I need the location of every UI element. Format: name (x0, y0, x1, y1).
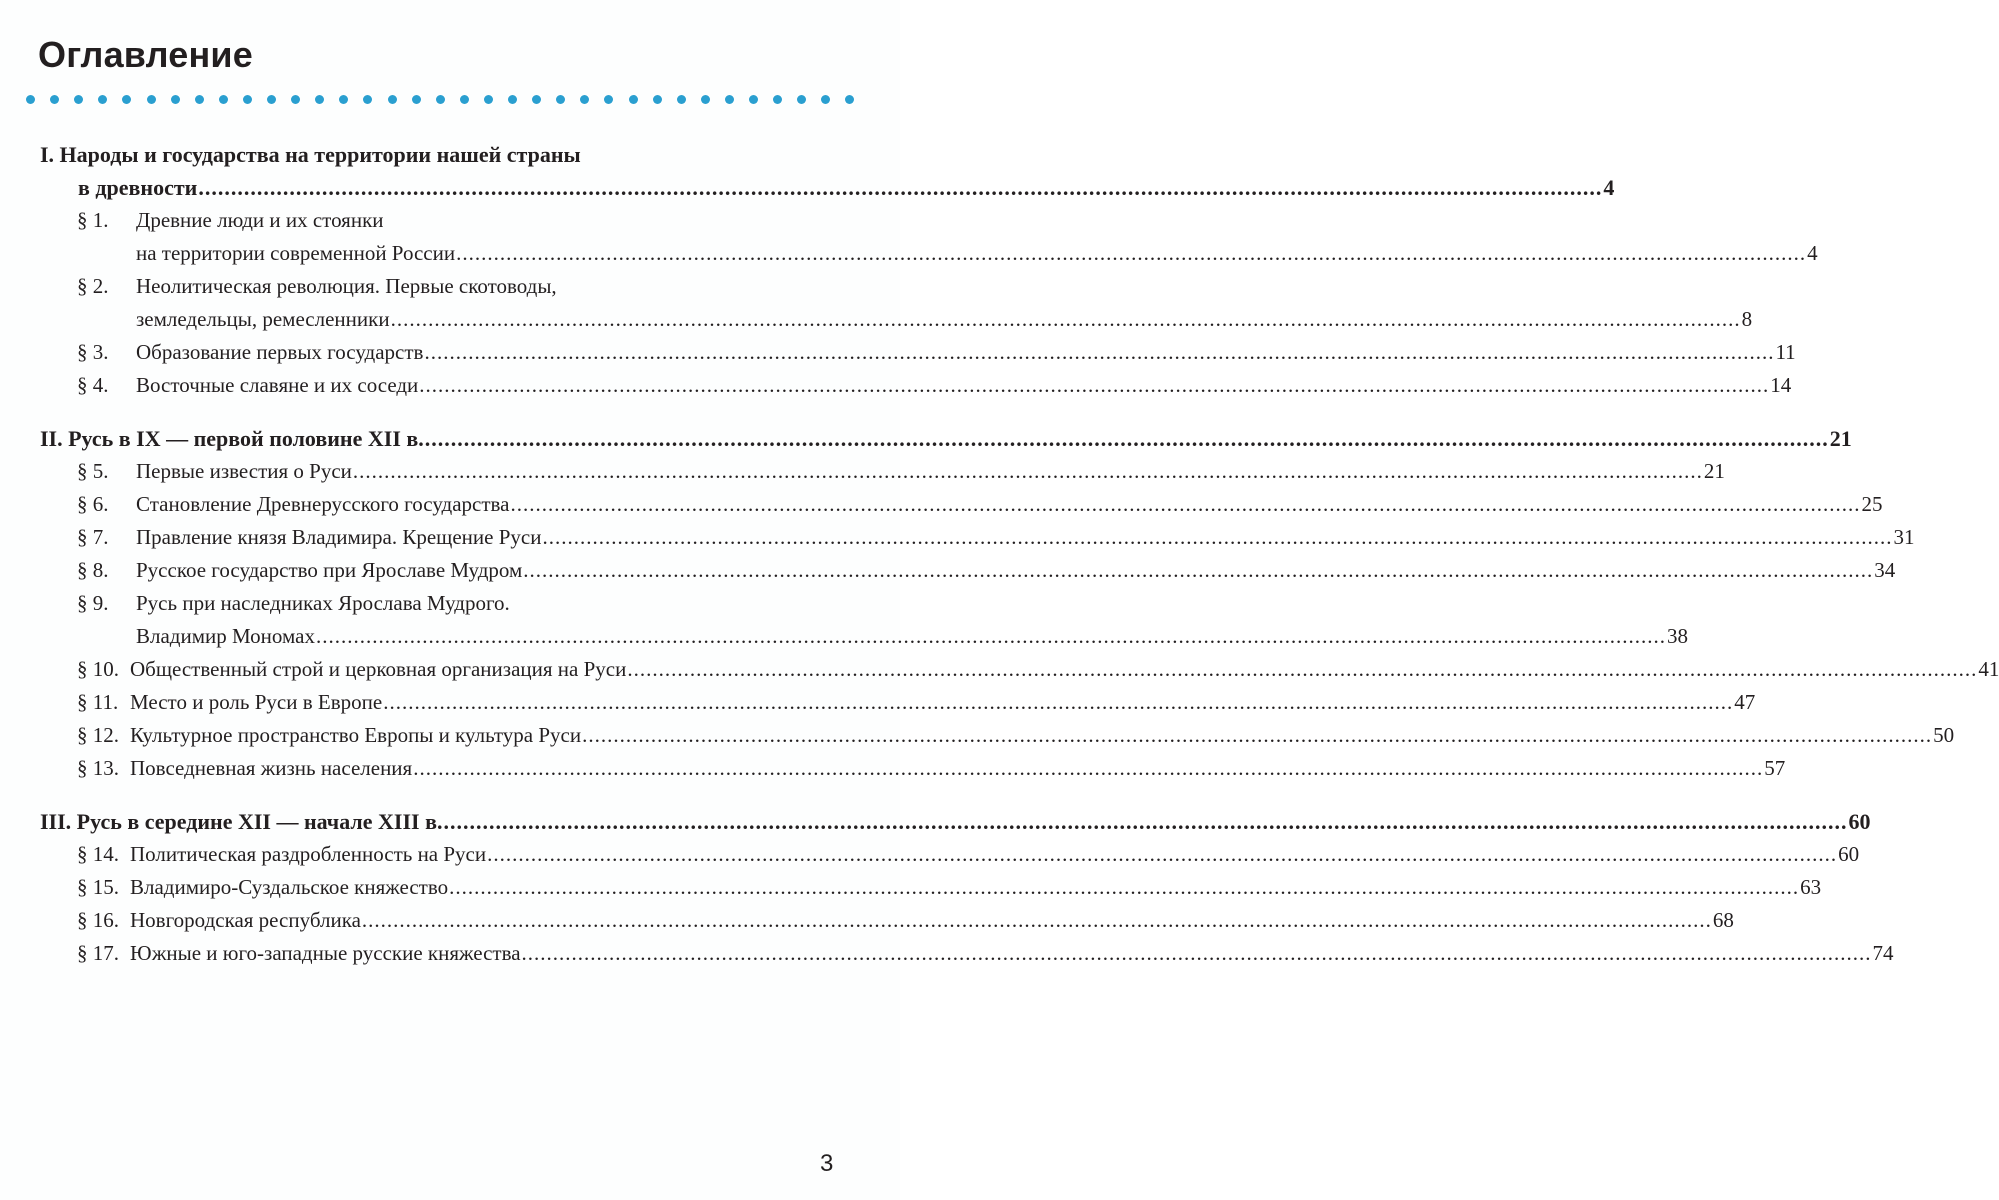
toc-entry-line[interactable] (130, 937, 1894, 970)
toc-entry-text: Правление князя Владимира. Крещение Руси (136, 525, 542, 549)
divider-dot (171, 95, 180, 104)
toc-entry-line[interactable] (130, 752, 1785, 785)
toc-entry-body (130, 752, 1785, 785)
toc-entry-text: Общественный строй и церковная организация на Руси (130, 657, 627, 681)
toc-entry-text: Владимир Мономах (136, 624, 315, 648)
toc-entry-page-number: 38 (1666, 624, 1688, 648)
section-heading-line[interactable] (40, 422, 1852, 455)
divider-dot (845, 95, 854, 104)
section-heading[interactable] (40, 805, 1871, 838)
toc-entry-text: Древние люди и их стоянки (136, 208, 384, 232)
toc-entry-body (136, 521, 1914, 554)
paragraph-number: § 6. (77, 492, 109, 516)
divider-dot (725, 95, 734, 104)
toc-section (40, 422, 1999, 785)
toc-entry-line[interactable] (130, 719, 1954, 752)
divider-dot (267, 95, 276, 104)
toc-entry-page-number: 60 (1838, 842, 1860, 866)
toc-entry-page-number: 50 (1933, 723, 1955, 747)
toc-entry-line[interactable] (136, 521, 1914, 554)
toc-entry-text: на территории современной России (136, 241, 456, 265)
divider-dot (74, 95, 83, 104)
divider-dot (315, 95, 324, 104)
toc-entry-text: Культурное пространство Европы и культура Руси (130, 723, 582, 747)
toc-entry-body (136, 587, 1688, 653)
page-number: 3 (820, 1150, 834, 1177)
toc-entry-text: земледельцы, ремесленники (136, 307, 390, 331)
toc-entry-line[interactable] (130, 904, 1734, 937)
toc-section (40, 805, 1894, 970)
divider-dot (629, 95, 638, 104)
divider-dot (147, 95, 156, 104)
section-heading-text: III. Русь в середине XII — начале XIII в. (40, 809, 443, 834)
toc-entry[interactable] (40, 369, 1792, 402)
toc-entry[interactable] (40, 653, 1999, 686)
toc-entry[interactable] (40, 838, 1860, 871)
toc-entry[interactable] (40, 455, 1725, 488)
divider-dot (580, 95, 589, 104)
toc-entry-line[interactable] (136, 620, 1688, 653)
toc-entry-body (130, 937, 1894, 970)
paragraph-number: § 7. (77, 525, 109, 549)
toc-entry[interactable] (40, 871, 1822, 904)
paragraph-number: § 9. (77, 591, 109, 615)
toc-entry-text: Русское государство при Ярославе Мудром (136, 558, 523, 582)
toc-entry-page-number: 8 (1741, 307, 1753, 331)
toc-entry-line[interactable] (136, 369, 1791, 402)
dot-leader (419, 369, 1769, 402)
toc-entry-text: Политическая раздробленность на Руси (130, 842, 487, 866)
dot-leader (198, 171, 1602, 204)
divider-dot (219, 95, 228, 104)
toc-entry[interactable] (40, 719, 1955, 752)
divider-dot (122, 95, 131, 104)
dot-leader (391, 303, 1741, 336)
dot-leader (353, 455, 1703, 488)
toc-entry-body (136, 336, 1796, 369)
paragraph-number: § 3. (77, 340, 109, 364)
dot-leader (522, 937, 1872, 970)
toc-entry[interactable] (40, 336, 1796, 369)
toc-entry-text: Место и роль Руси в Европе (130, 690, 383, 714)
section-heading-page-number: 60 (1848, 809, 1871, 834)
divider-dot (412, 95, 421, 104)
toc-entry-line[interactable] (136, 488, 1882, 521)
paragraph-number: § 1. (77, 208, 109, 232)
toc-entry-line[interactable] (130, 871, 1821, 904)
dot-leader (362, 904, 1712, 937)
toc-entry-page-number: 21 (1703, 459, 1725, 483)
toc-entry-body (136, 554, 1895, 587)
toc-section (40, 138, 1818, 402)
section-heading[interactable] (40, 422, 1852, 455)
toc-entry-body (136, 488, 1882, 521)
dot-leader (487, 838, 1837, 871)
dot-leader (449, 871, 1799, 904)
toc-entry-page-number: 14 (1770, 373, 1792, 397)
section-heading-text: в древности (78, 175, 198, 200)
dot-leader (383, 686, 1733, 719)
toc-entry-page-number: 25 (1861, 492, 1883, 516)
divider-dot (339, 95, 348, 104)
toc-entry-text: Восточные славяне и их соседи (136, 373, 419, 397)
toc-entry[interactable] (40, 904, 1734, 937)
toc-entry-body (130, 904, 1734, 937)
paragraph-number: § 13. (77, 756, 119, 780)
toc-entry-line[interactable] (130, 653, 1999, 686)
toc-entry-page-number: 34 (1874, 558, 1896, 582)
divider-dot (291, 95, 300, 104)
toc-entry[interactable] (40, 521, 1915, 554)
dot-leader (424, 336, 1774, 369)
divider-dot (508, 95, 517, 104)
paragraph-number: § 16. (77, 908, 119, 932)
divider-dot (701, 95, 710, 104)
divider-dot (98, 95, 107, 104)
toc-entry-body (130, 871, 1821, 904)
toc-entry-text: Русь при наследниках Ярослава Мудрого. (136, 591, 510, 615)
dot-leader (425, 422, 1829, 455)
divider-dot (50, 95, 59, 104)
dot-leader (510, 488, 1860, 521)
section-heading-page-number: 21 (1829, 426, 1852, 451)
toc-entry-page-number: 74 (1872, 941, 1894, 965)
toc-entry-body (136, 204, 1818, 270)
toc-entry[interactable] (40, 488, 1883, 521)
divider-dot (243, 95, 252, 104)
section-heading-text: I. Народы и государства на территории нашей страны (40, 142, 581, 167)
toc-entry-text: Первые известия о Руси (136, 459, 352, 483)
toc-entry-line[interactable] (136, 455, 1725, 488)
dot-leader (443, 805, 1847, 838)
dot-leader (316, 620, 1666, 653)
page-title: Оглавление (38, 34, 253, 75)
toc-entry-page-number: 31 (1893, 525, 1915, 549)
toc-entry-text: Неолитическая революция. Первые скотоводы, (136, 274, 557, 298)
paragraph-number: § 2. (77, 274, 109, 298)
toc-entry-line[interactable] (130, 686, 1755, 719)
dot-leader (456, 237, 1806, 270)
section-heading-line[interactable] (40, 805, 1871, 838)
dot-leader (582, 719, 1932, 752)
divider-dot (532, 95, 541, 104)
toc-entry[interactable] (40, 204, 1818, 270)
toc-entry-body (136, 369, 1791, 402)
divider-dot (797, 95, 806, 104)
paragraph-number: § 10. (77, 657, 119, 681)
toc-entry-page-number: 47 (1734, 690, 1756, 714)
divider-dot (26, 95, 35, 104)
toc-entry[interactable] (40, 937, 1894, 970)
toc-entry-line[interactable] (136, 237, 1818, 270)
decorative-dot-divider (26, 95, 866, 105)
table-of-contents (40, 138, 1999, 990)
divider-dot (484, 95, 493, 104)
divider-dot (460, 95, 469, 104)
dot-leader (542, 521, 1892, 554)
dot-leader (413, 752, 1763, 785)
toc-entry[interactable] (40, 587, 1688, 653)
toc-entry-text: Образование первых государств (136, 340, 424, 364)
dot-leader (523, 554, 1873, 587)
toc-entry-body (130, 719, 1954, 752)
toc-entry-text: Южные и юго-западные русские княжества (130, 941, 521, 965)
toc-entry-line[interactable] (136, 303, 1752, 336)
divider-dot (653, 95, 662, 104)
toc-entry-line[interactable] (136, 554, 1895, 587)
toc-entry-body (136, 270, 1752, 336)
toc-entry-page-number: 63 (1800, 875, 1822, 899)
paragraph-number: § 11. (77, 690, 119, 714)
toc-entry-page-number: 57 (1764, 756, 1786, 780)
paragraph-number: § 14. (77, 842, 119, 866)
toc-entry[interactable] (40, 554, 1896, 587)
toc-entry-body (130, 653, 1999, 686)
paragraph-number: § 8. (77, 558, 109, 582)
paragraph-number: § 17. (77, 941, 119, 965)
toc-entry[interactable] (40, 270, 1753, 336)
section-heading[interactable] (40, 138, 1615, 204)
toc-entry[interactable] (40, 686, 1756, 719)
dot-leader (627, 653, 1977, 686)
toc-entry-body (130, 686, 1755, 719)
section-heading-text: II. Русь в IX — первой половине XII в. (40, 426, 424, 451)
section-heading-line[interactable] (40, 171, 1615, 204)
toc-entry-line[interactable] (136, 336, 1796, 369)
toc-entry-page-number: 41 (1978, 657, 1999, 681)
toc-entry-body (130, 838, 1859, 871)
toc-entry-page-number: 4 (1807, 241, 1818, 265)
section-heading-page-number: 4 (1603, 175, 1615, 200)
divider-dot (556, 95, 565, 104)
toc-entry-page-number: 11 (1775, 340, 1796, 364)
toc-entry-page-number: 68 (1712, 908, 1734, 932)
toc-entry-line[interactable] (130, 838, 1859, 871)
divider-dot (604, 95, 613, 104)
paragraph-number: § 5. (77, 459, 109, 483)
toc-entry-text: Владимиро-Суздальское княжество (130, 875, 449, 899)
toc-entry-text: Повседневная жизнь населения (130, 756, 413, 780)
divider-dot (821, 95, 830, 104)
paragraph-number: § 4. (77, 373, 109, 397)
divider-dot (749, 95, 758, 104)
paragraph-number: § 15. (77, 875, 119, 899)
paragraph-number: § 12. (77, 723, 119, 747)
divider-dot (436, 95, 445, 104)
toc-entry-body (136, 455, 1725, 488)
toc-entry-text: Новгородская республика (130, 908, 361, 932)
divider-dot (388, 95, 397, 104)
divider-dot (677, 95, 686, 104)
divider-dot (363, 95, 372, 104)
toc-entry[interactable] (40, 752, 1786, 785)
divider-dot (195, 95, 204, 104)
divider-dot (773, 95, 782, 104)
toc-entry-text: Становление Древнерусского государства (136, 492, 510, 516)
